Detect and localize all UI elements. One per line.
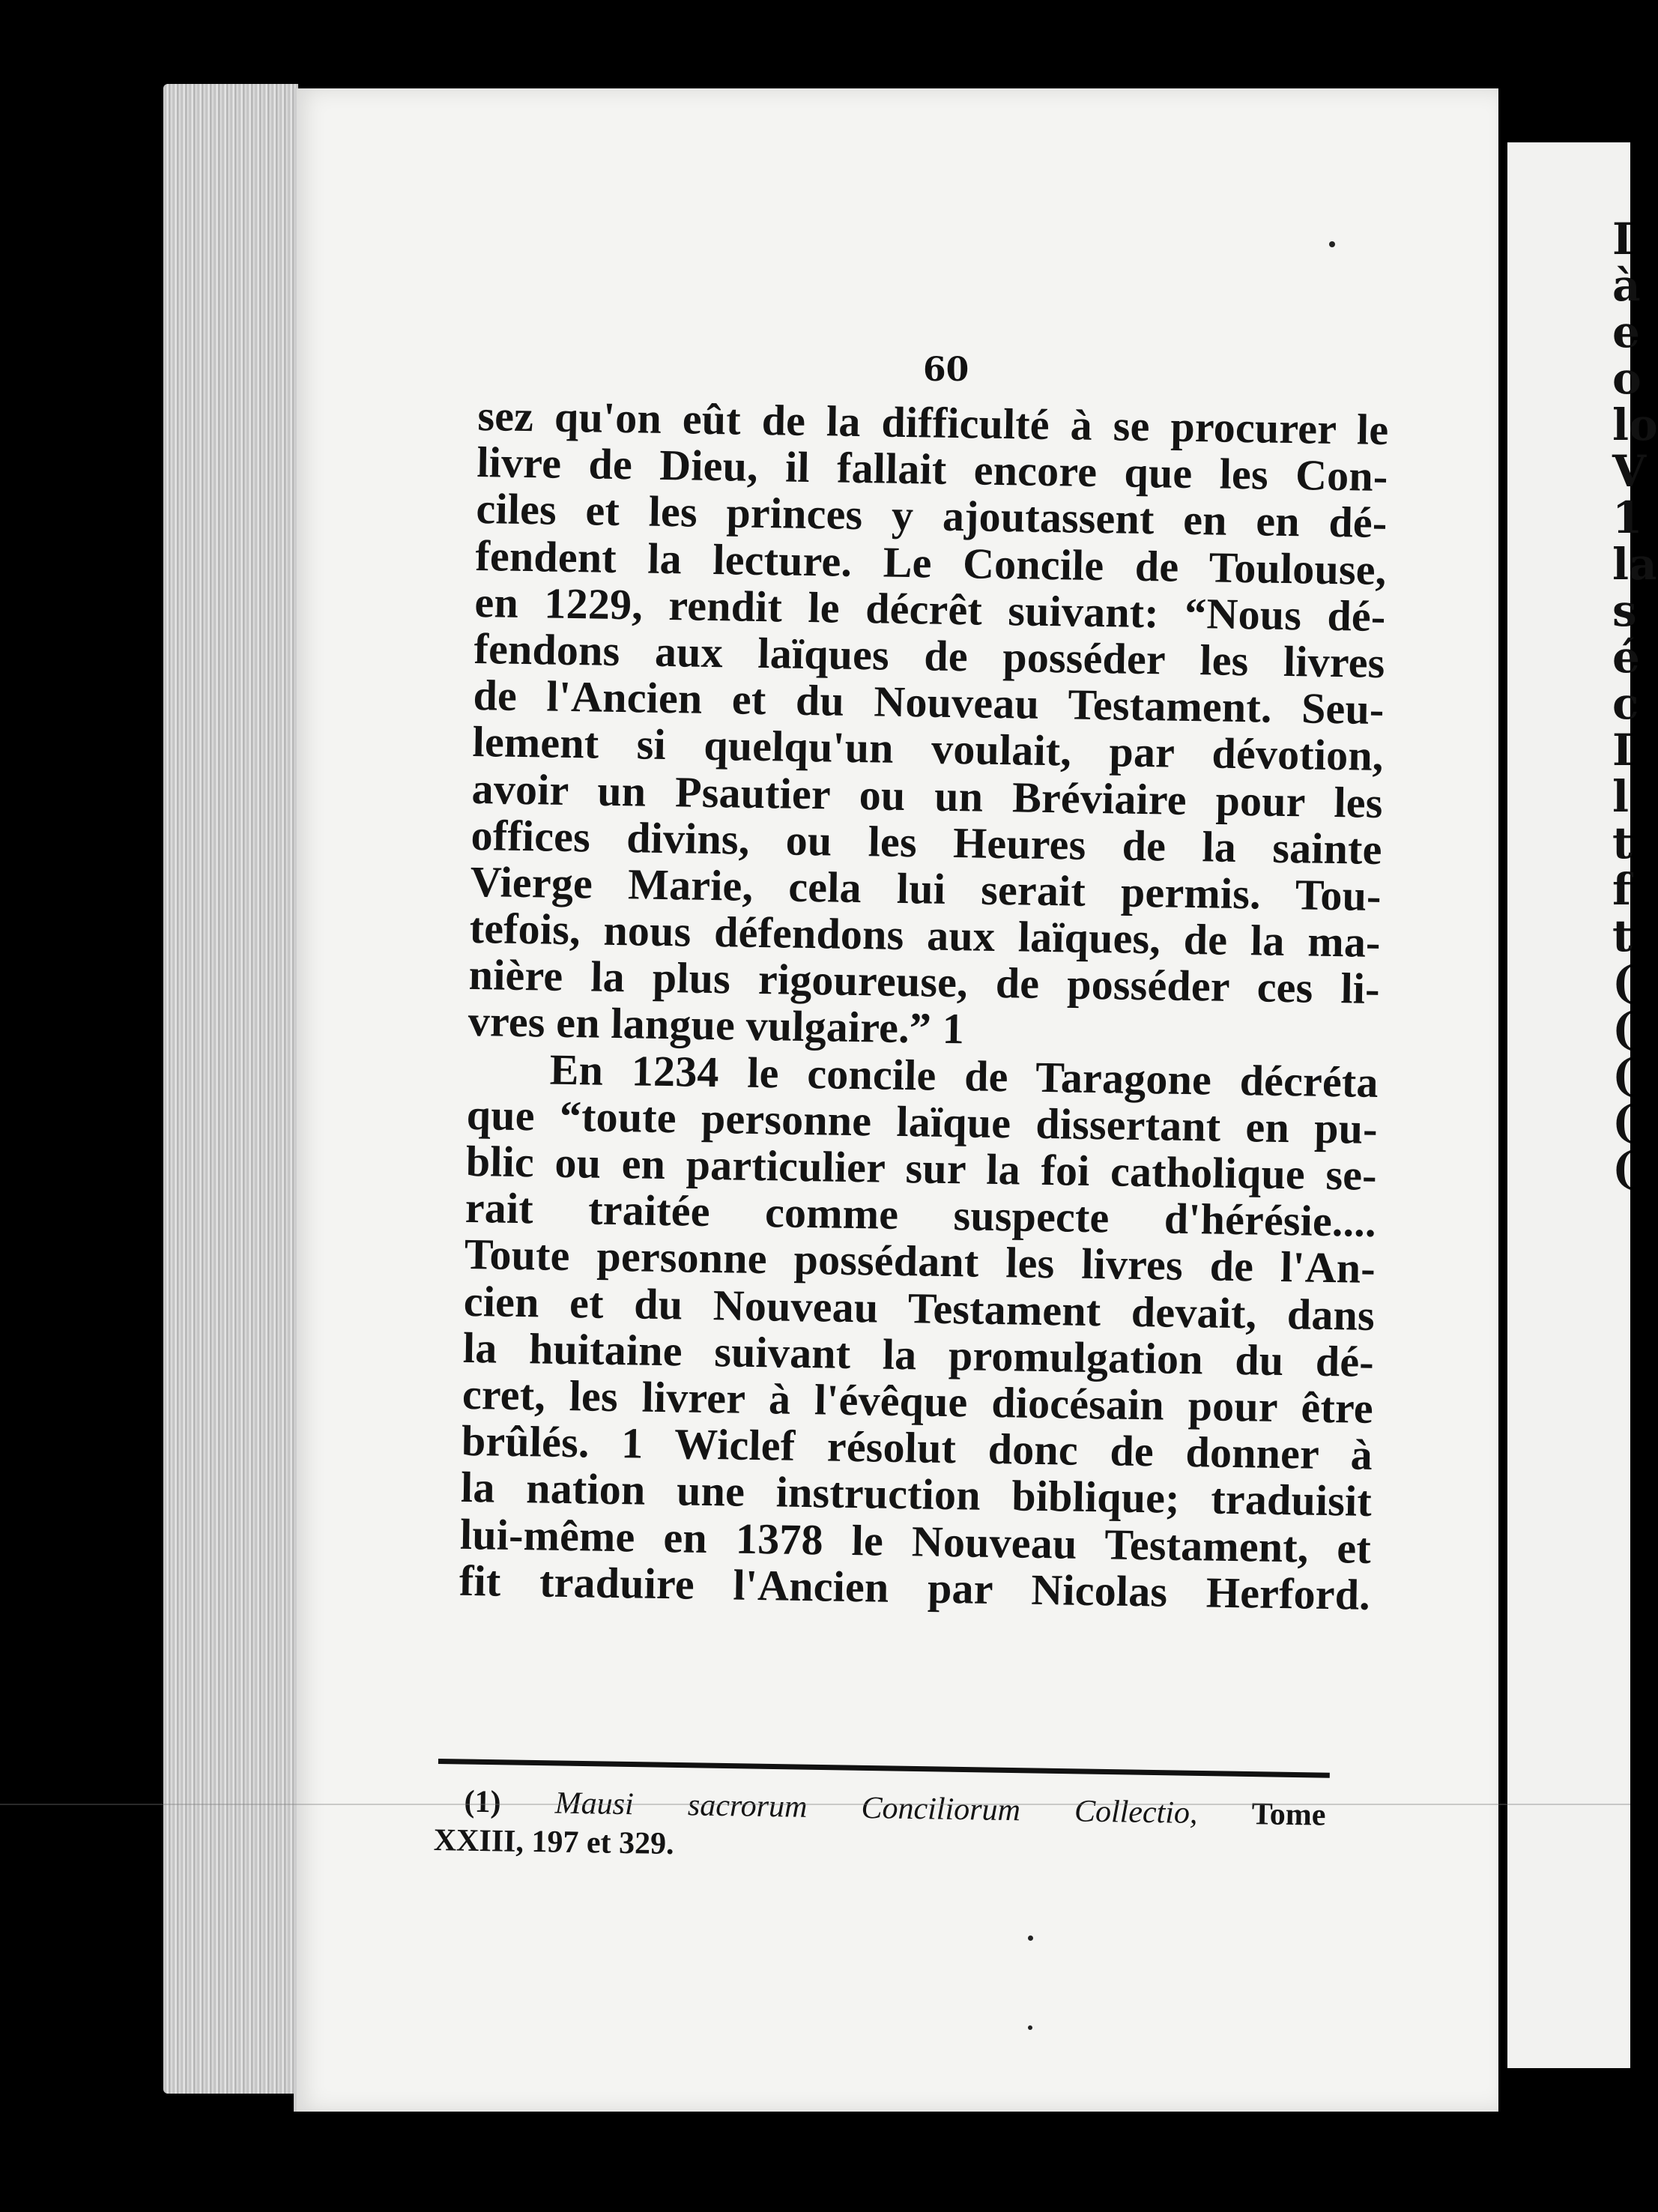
facing-page-fragment: la [1612,539,1657,590]
facing-page-fragment: ( [1612,1003,1633,1054]
footnote-marker: (1) [464,1784,501,1820]
text-line: que “toute personne laïque dissertant en pu- [466,1090,1379,1153]
text-line: la nation une instruction biblique; traduisit [460,1463,1373,1526]
text-line: la huitaine suivant la promulgation du dé- [462,1323,1375,1386]
scan-artifact-line [0,1804,1630,1805]
text-line: fendent la lecture. Le Concile de Toulouse, [475,531,1387,594]
facing-page-fragment: 1 [1612,492,1643,543]
facing-page-fragment: t [1612,818,1633,868]
facing-page [1507,142,1658,2068]
text-line: Toute personne possédant les livres de l'An- [464,1230,1376,1293]
facing-page-fragment: lo [1612,399,1658,450]
facing-page-fragment: ( [1612,1143,1633,1194]
text-line: fendons aux laïques de posséder les livres [474,623,1385,687]
facing-page-fragment: c [1612,678,1639,729]
text-line: tefois, nous défendons aux laïques, de la ma- [469,903,1382,967]
text-line: sez qu'on eût de la difficulté à se procurer le [477,391,1389,455]
page-edges [163,84,298,2094]
facing-page-fragment: l [1612,771,1630,822]
page-gutter [294,88,297,2112]
text-line: brûlés. 1 Wiclef résolut donc de donner à [461,1415,1373,1480]
facing-page-fragment: ( [1612,957,1633,1008]
text-line: cien et du Nouveau Testament devait, dans [463,1276,1376,1340]
facing-page-fragment: t [1612,910,1633,961]
text-line: blic ou en particulier sur la foi catholique se- [465,1136,1378,1200]
text-line: lement si quelqu'un voulait, par dévotion, [472,717,1385,781]
facing-page-fragment: à [1612,260,1641,311]
text-line: fit traduire l'Ancien par Nicolas Herford. [459,1556,1371,1619]
text-line: livre de Dieu, il fallait encore que les Con- [476,438,1388,501]
facing-page-fragment: V [1612,446,1647,497]
body-text [459,393,1389,1619]
text-line: vres en langue vulgaire.” 1 [468,997,965,1054]
footnote-reference: XXIII, 197 et 329. [433,1822,674,1862]
text-line: de l'Ancien et du Nouveau Testament. Seu- [473,671,1385,734]
footnote-tome: Tome [1251,1797,1326,1833]
text-line: ciles et les princes y ajoutassent en en dé- [476,484,1388,548]
ink-speck [1028,1936,1033,1941]
facing-page-fragment: s [1612,585,1637,636]
text-line: avoir un Psautier ou un Bréviaire pour les [471,764,1384,827]
page-number: 60 [923,351,969,389]
text-line: rait traitée comme suspecte d'hérésie.... [465,1183,1377,1247]
facing-page-fragment: e [1612,306,1640,357]
footnote [433,1782,1325,1874]
text-line: En 1234 le concile de Taragone décréta [549,1045,1379,1107]
footnote-title: Mausi sacrorum Conciliorum Collectio, [554,1786,1198,1831]
facing-page-fragment: ( [1612,1096,1633,1147]
text-line: cret, les livrer à l'évêque diocésain pour être [462,1369,1374,1433]
facing-page-fragment: I [1612,725,1633,776]
facing-page-fragment: ( [1612,1050,1633,1101]
text-line: offices divins, ou les Heures de la sainte [471,810,1383,874]
ink-speck [1028,2025,1032,2030]
facing-page-fragment: f [1612,864,1631,915]
ink-speck [1329,241,1335,247]
facing-page-fragment: o [1612,353,1642,404]
text-line: nière la plus rigoureuse, de posséder ces li- [468,950,1381,1014]
text-line: Vierge Marie, cela lui serait permis. Tou- [470,856,1382,920]
facing-page-fragment: I [1612,214,1633,265]
text-line: lui-même en 1378 le Nouveau Testament, et [459,1509,1372,1573]
text-line: en 1229, rendit le décrêt suivant: “Nous dé- [474,577,1386,641]
facing-page-fragment: é [1612,632,1640,683]
